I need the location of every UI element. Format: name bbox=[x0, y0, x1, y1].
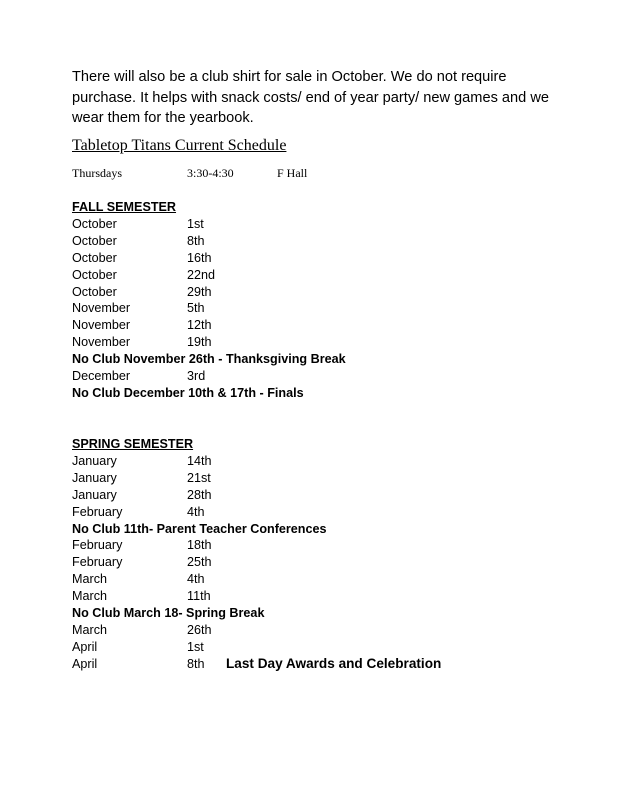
spring-semester-heading: SPRING SEMESTER bbox=[72, 437, 194, 451]
row-day: 18th bbox=[187, 538, 212, 553]
row-day: 29th bbox=[187, 284, 212, 299]
row-month: October bbox=[72, 233, 117, 248]
schedule-row bbox=[72, 537, 552, 554]
schedule-title: Tabletop Titans Current Schedule bbox=[72, 137, 287, 154]
row-month: March bbox=[72, 622, 107, 637]
no-club-note-finals: No Club December 10th & 17th - Finals bbox=[72, 385, 304, 400]
row-day: 5th bbox=[187, 301, 205, 316]
row-month: October bbox=[72, 250, 117, 265]
row-month: October bbox=[72, 267, 117, 282]
row-day: 1st bbox=[187, 217, 204, 231]
schedule-row bbox=[72, 250, 552, 267]
schedule-row bbox=[72, 571, 552, 588]
row-month: November bbox=[72, 318, 131, 333]
row-month: April bbox=[72, 639, 98, 654]
schedule-row bbox=[72, 317, 552, 334]
row-day: 25th bbox=[187, 555, 212, 570]
no-club-note-thanksgiving: No Club November 26th - Thanksgiving Break bbox=[72, 352, 346, 367]
schedule-row bbox=[72, 216, 552, 233]
schedule-row bbox=[72, 334, 552, 351]
row-month: March bbox=[72, 589, 107, 604]
row-day: 21st bbox=[187, 470, 211, 485]
meeting-info bbox=[72, 166, 472, 182]
schedule-row bbox=[72, 233, 552, 250]
schedule-row bbox=[72, 588, 552, 605]
row-month: January bbox=[72, 470, 117, 485]
row-month: November bbox=[72, 335, 131, 350]
no-club-note-conferences: No Club 11th- Parent Teacher Conferences bbox=[72, 521, 327, 536]
no-club-note-spring-break: No Club March 18- Spring Break bbox=[72, 606, 265, 621]
meeting-time: 3:30-4:30 bbox=[187, 166, 234, 180]
meeting-room: F Hall bbox=[277, 166, 308, 180]
row-month: December bbox=[72, 369, 131, 384]
schedule-row bbox=[72, 470, 552, 487]
row-day: 26th bbox=[187, 622, 212, 637]
row-month: February bbox=[72, 504, 123, 519]
row-month: February bbox=[72, 538, 123, 553]
row-month: November bbox=[72, 301, 131, 316]
row-day: 16th bbox=[187, 250, 212, 265]
row-day: 28th bbox=[187, 487, 212, 502]
schedule-row bbox=[72, 656, 552, 673]
row-month: October bbox=[72, 217, 117, 231]
last-day-note: Last Day Awards and Celebration bbox=[226, 655, 442, 671]
row-month: January bbox=[72, 487, 117, 502]
row-day: 1st bbox=[187, 639, 204, 654]
row-day: 19th bbox=[187, 335, 212, 350]
row-day: 4th bbox=[187, 504, 205, 519]
intro-paragraph bbox=[72, 67, 592, 129]
row-month: October bbox=[72, 284, 117, 299]
schedule-row bbox=[72, 300, 552, 317]
row-day: 8th bbox=[187, 656, 205, 671]
intro-line: There will also be a club shirt for sale in October. We do not require bbox=[72, 69, 507, 85]
schedule-row bbox=[72, 639, 552, 656]
row-day: 11th bbox=[187, 589, 211, 604]
row-day: 12th bbox=[187, 318, 212, 333]
row-day: 3rd bbox=[187, 369, 206, 384]
row-month: January bbox=[72, 454, 117, 468]
row-day: 8th bbox=[187, 233, 205, 248]
row-month: April bbox=[72, 656, 98, 671]
schedule-row bbox=[72, 622, 552, 639]
row-month: February bbox=[72, 555, 123, 570]
row-month: March bbox=[72, 572, 107, 587]
intro-line: wear them for the yearbook. bbox=[72, 110, 254, 126]
schedule-row bbox=[72, 453, 552, 470]
schedule-row bbox=[72, 554, 552, 571]
schedule-row bbox=[72, 504, 552, 521]
row-day: 22nd bbox=[187, 267, 216, 282]
fall-semester bbox=[72, 199, 552, 402]
fall-semester-heading: FALL SEMESTER bbox=[72, 200, 177, 214]
schedule-row bbox=[72, 487, 552, 504]
schedule-row bbox=[72, 368, 552, 385]
spring-semester bbox=[72, 436, 552, 673]
schedule-row bbox=[72, 284, 552, 301]
meeting-day: Thursdays bbox=[72, 166, 122, 180]
schedule-row bbox=[72, 267, 552, 284]
intro-line: purchase. It helps with snack costs/ end of year party/ new games and we bbox=[72, 89, 549, 106]
row-day: 4th bbox=[187, 572, 205, 587]
row-day: 14th bbox=[187, 454, 212, 468]
